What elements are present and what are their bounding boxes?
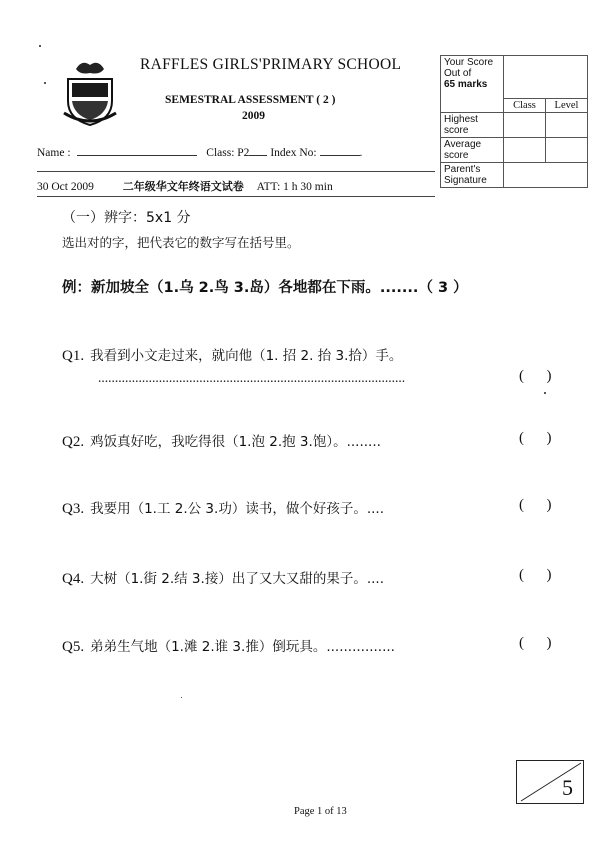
question-number: Q4. <box>62 571 85 587</box>
question-text: 弟弟生气地（1.滩 2.谁 3.推）倒玩具。................ <box>90 639 395 655</box>
highest-score-label: Highest score <box>441 113 504 138</box>
answer-box-q2[interactable]: ( ) <box>519 430 552 446</box>
marks-diagonal-line <box>517 761 583 803</box>
index-field[interactable] <box>320 146 360 156</box>
scan-speck <box>181 697 182 698</box>
your-score-cell[interactable] <box>504 56 588 99</box>
class-field[interactable] <box>249 146 267 156</box>
scan-speck <box>39 45 41 47</box>
question-text: 鸡饭真好吃，我吃得很（1.泡 2.抱 3.饱）。........ <box>90 434 381 450</box>
score-table <box>440 55 588 188</box>
scan-speck <box>44 82 46 84</box>
question-number: Q5. <box>62 639 85 655</box>
divider-top <box>37 171 435 172</box>
section-marks-box <box>516 760 584 804</box>
question-number: Q2. <box>62 434 85 450</box>
question-4 <box>62 567 384 588</box>
example-question: 例：新加坡全（1.乌 2.鸟 3.岛）各地都在下雨。.......（ 3 ） <box>62 280 468 296</box>
average-class-cell[interactable] <box>504 138 546 163</box>
exam-title: SEMESTRAL ASSESSMENT ( 2 ) <box>165 94 336 106</box>
exam-year: 2009 <box>242 110 265 122</box>
highest-class-cell[interactable] <box>504 113 546 138</box>
school-name: RAFFLES GIRLS'PRIMARY SCHOOL <box>140 56 402 73</box>
name-field[interactable] <box>77 146 197 156</box>
class-col-header: Class <box>504 99 546 113</box>
page-number: Page 1 of 13 <box>294 806 347 817</box>
class-value: P2 <box>237 147 250 159</box>
section-heading: （一）辨字：5x1 分 <box>62 210 191 226</box>
answer-box-q4[interactable]: ( ) <box>519 567 552 583</box>
scan-speck <box>544 392 546 394</box>
student-info-row: Name : Class: P2 Index No: . <box>37 147 363 159</box>
question-text: 我要用（1.工 2.公 3.功）读书，做个好孩子。.... <box>90 501 384 517</box>
question-5 <box>62 635 395 656</box>
answer-box-q3[interactable]: ( ) <box>519 497 552 513</box>
answer-box-q1[interactable]: ( ) <box>519 368 552 384</box>
average-level-cell[interactable] <box>546 138 588 163</box>
question-text: 我看到小文走过来，就向他（1. 招 2. 抬 3.拾）手。 <box>90 348 403 364</box>
question-number: Q1. <box>62 348 85 364</box>
parent-signature-cell[interactable] <box>504 163 588 188</box>
section-instruction: 选出对的字，把代表它的数字写在括号里。 <box>62 235 300 250</box>
answer-box-q5[interactable]: ( ) <box>519 635 552 651</box>
time-allowed: ATT: 1 h 30 min <box>256 181 333 193</box>
parent-signature-label: Parent's Signature <box>441 163 504 188</box>
level-col-header: Level <box>546 99 588 113</box>
exam-date: 30 Oct 2009 <box>37 181 94 193</box>
index-label: Index No: <box>270 147 317 159</box>
your-score-label: Your Score Out of <box>444 57 494 79</box>
highest-level-cell[interactable] <box>546 113 588 138</box>
divider-bottom <box>37 196 435 197</box>
question-2 <box>62 430 381 451</box>
question-1-leader-dots: ........................................................................................... <box>98 370 406 385</box>
name-label: Name : <box>37 147 71 159</box>
average-score-label: Average score <box>441 138 504 163</box>
subject-title: 二年级华文年终语文试卷 <box>122 180 244 193</box>
question-number: Q3. <box>62 501 85 517</box>
exam-info-row <box>37 178 333 194</box>
question-1 <box>62 344 402 365</box>
school-crest-logo <box>62 57 118 127</box>
section-total-marks: 5 <box>562 775 573 800</box>
question-text: 大树（1.街 2.结 3.接）出了又大又甜的果子。.... <box>90 571 384 587</box>
out-of-marks: 65 marks <box>444 79 488 90</box>
class-label: Class <box>206 147 232 159</box>
question-3 <box>62 497 384 518</box>
